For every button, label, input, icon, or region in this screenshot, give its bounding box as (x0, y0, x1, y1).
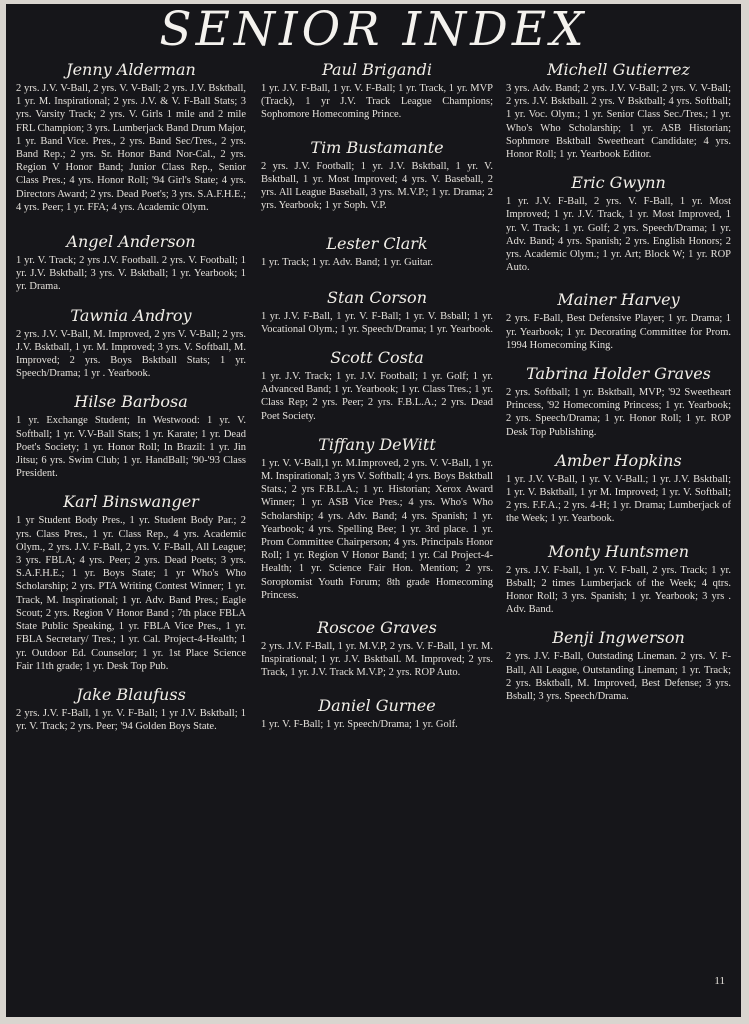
senior-entry (16, 685, 246, 733)
senior-activities: 2 yrs. J.V. F-Ball, Outstading Lineman. 2 yrs. V. F-Ball, All League, Outstanding Lineman; 1 yr. Track; 2 yrs. Bsktball, M. Improved, Best Defense; 3 yrs. Bsball; 3 yrs. Speech/Drama. (506, 651, 731, 703)
senior-entry (261, 60, 493, 122)
column-3 (506, 60, 731, 715)
senior-activities: 2 yrs. J.V. F-ball, 1 yr. V. F-ball, 2 yrs. Track; 1 yr. Bsball; 2 times Lumberjack of the Week; 4 qtrs. Honor Roll; 3 yrs. Spanish; 1 yr. Yearbook; 3 yrs . Adv. Band. (506, 564, 731, 616)
senior-activities: 1 yr. V. V-Ball,1 yr. M.Improved, 2 yrs. V. V-Ball, 1 yr. M. Inspirational; 3 yrs V. Softball; 4 yrs. Boys Bsktball Stats.; 2 yrs F.B.L.A.; 1 yr. Historian; Xerox Award Winner; 1 yr. ASB Vice Pres.; 4 yrs. Who's Who Scholarship; 4 yrs. Adv. Band; 4 yrs. Spanish; 1 yr. Yearbook; 4 yrs. Spelling Bee; 1 yr. 3rd place. 1 yr. Prom Committee Chairperson; 4 yrs. Principals Honor Roll; 1 yr. Region V Honor Band; 1 yr. Cal Project-4-Health; 1 yr. Science Fair Hon. Mention; 2 yrs. Soroptomist Youth Forum; 8th grade Homecoming Princess. (261, 457, 493, 601)
senior-entry (16, 306, 246, 381)
senior-activities: 3 yrs. Adv. Band; 2 yrs. J.V. V-Ball; 2 yrs. V. V-Ball; 2 yrs. J.V. Bsktball. 2 yrs. V Bsktball; 4 yrs. Softball; 1 yr. Voc. Olym.; 1 yr. Senior Class Sec./Tres.; 1 yr. Who's Who Scholarship; 1 yr. ASB Historian; Sophmore Bsktball Sweetheart Candidate; 4 yrs. Honor Roll; 1 yr. Yearbook Editor. (506, 83, 731, 161)
senior-entry (506, 290, 731, 352)
senior-name: Michell Gutierrez (547, 60, 690, 79)
senior-activities: 2 yrs. J.V. V-Ball, 2 yrs. V. V-Ball; 2 yrs. J.V. Bsktball, 1 yr. M. Inspirational; 2 yrs. J.V. & V. F-Ball Stats; 3 yrs. Varsity Track; 2 yrs. V. Girls 1 mile and 2 mile FRL Champion; 3 yrs. Lumberjack Band Drum Major, 1 yr. Band Vice. Pres., 2 yrs. Band Sec/Tres., 2 yrs. Band Rep.; 2 yrs. Sr. Honor Band Nor-Cal., 2 yrs. Region V Honor Band; Junior Class Rep., Senior Class Pres.; 4 yrs. Honor Roll; '94 Girl's State; 4 yrs. Directors Award; 2 yrs. Dead Poet's; 3 yrs. S.A.F.H.E.; 4 yrs. Peer; 1 yr. FFA; 4 yrs. Academic Olym. (16, 83, 246, 213)
senior-name: Amber Hopkins (555, 450, 682, 470)
senior-activities: 1 yr. J.V. Track; 1 yr. J.V. Football; 1 yr. Golf; 1 yr. Advanced Band; 1 yr. Yearbook; 1 yr. Class Tres.; 1 yr. Class Rep; 2 yrs. Peer; 2 yrs. F.B.L.A.; 2 yrs. Dead Poet Society. (261, 371, 493, 422)
senior-name: Tim Bustamante (310, 137, 444, 157)
senior-entry (261, 288, 493, 336)
senior-activities: 2 yrs. J.V. F-Ball, 1 yr. V. F-Ball; 1 yr J.V. Bsktball; 1 yr. V. Track; 2 yrs. Peer; '94 Golden Boys State. (16, 707, 246, 733)
senior-name: Stan Corson (327, 287, 427, 307)
senior-name: Karl Binswanger (63, 492, 199, 512)
senior-entry (506, 542, 731, 617)
senior-activities: 2 yrs. J.V. V-Ball, M. Improved, 2 yrs V. V-Ball; 2 yrs. J.V. Bsktball, 1 yr. M. Improved; 3 yrs. V. Softball, M. Improved; 2 yrs. Boys Bsktball Stats; 1 yr. Speech/Drama; 1 yr . Yearbook. (16, 328, 246, 380)
senior-entry (506, 364, 731, 439)
senior-name: Monty Huntsmen (547, 541, 690, 561)
senior-activities: 1 yr. J.V. F-Ball, 1 yr. V. F-Ball; 1 yr. Track, 1 yr. MVP (Track), 1 yr J.V. Track League Champions; Sophomore Homecoming Prince. (261, 83, 493, 121)
senior-name: Jenny Alderman (66, 60, 196, 79)
senior-name: Paul Brigandi (321, 60, 433, 79)
senior-entry (261, 234, 493, 269)
senior-activities: 2 yrs. Softball; 1 yr. Bsktball, MVP; '92 Sweetheart Princess, '92 Homecoming Princess; 1 yr. Yearbook; 2 yrs. Speech/Drama; 1 yr. Honor Roll; 1 yr. ROP Desk Top Publishing. (506, 387, 731, 438)
senior-entry (261, 138, 493, 213)
senior-activities: 1 yr. V. F-Ball; 1 yr. Speech/Drama; 1 yr. Golf. (261, 718, 458, 730)
senior-entry (16, 60, 246, 214)
senior-entry (261, 618, 493, 680)
senior-name: Daniel Gurnee (318, 695, 436, 715)
senior-entry (506, 60, 731, 161)
senior-name: Tiffany DeWitt (318, 434, 436, 454)
senior-entry (261, 348, 493, 423)
senior-activities: 2 yrs. F-Ball, Best Defensive Player; 1 yr. Drama; 1 yr. Yearbook; 1 yr. Decorating Committee for Prom. 1994 Homecoming King. (506, 313, 731, 351)
senior-activities: 1 yr. V. Track; 2 yrs J.V. Football. 2 yrs. V. Football; 1 yr. J.V. Bsktball; 3 yrs. V. Bsktball; 1 yr. Yearbook; 1 yr. Drama. (16, 255, 246, 293)
senior-entry (506, 173, 731, 274)
senior-name: Benji Ingwerson (552, 628, 685, 648)
senior-name: Hilse Barbosa (74, 392, 188, 412)
senior-name: Lester Clark (326, 234, 428, 254)
page-title: SENIOR INDEX (159, 4, 588, 57)
senior-entry (506, 451, 731, 526)
senior-entry (16, 392, 246, 480)
senior-name: Mainer Harvey (557, 290, 680, 310)
senior-entry (16, 492, 246, 672)
senior-name: Jake Blaufuss (76, 684, 186, 704)
senior-name: Angel Anderson (66, 232, 196, 252)
senior-entry (261, 696, 493, 731)
senior-activities: 1 yr. J.V. F-Ball, 1 yr. V. F-Ball; 1 yr. V. Bsball; 1 yr. Vocational Olym.; 1 yr. Speech/Drama; 1 yr. Yearbook. (261, 310, 493, 335)
senior-name: Scott Costa (330, 348, 424, 368)
column-2 (261, 60, 493, 743)
senior-activities: 1 yr Student Body Pres., 1 yr. Student Body Par.; 2 yrs. Class Pres., 1 yr. Class Rep., 4 yrs. Academic Olym., 2 yrs. J.V. F-Ball, 2 yrs. V. F-Ball, All League; 3 yrs. FBLA; 4 yrs. Peer; 2 yrs. Dead Poets; 3 yrs. S.A.F.H.E.; 1 yr. Boys State; 1 yr Who's Who Scholarship; 2 yrs. PTA Writing Contest Winner; 1 yr. Track, M. Inspirational; 1 yr. Adv. Band Pres.; Eagle Scout; 2 yrs. Region V Honor Band ; 7th place FBLA State Public Speaking, 1 yr. FBLA Vice Pres., 1 yr. FBLA Secretary/ Tres.; 1 yr. Cal. Project-4-Health; 1 yr. Outdoor Ed. Counselor; 1 yr. 1st Place Science Fair 11th grade; 1 yr. Desk Top Pub. (16, 515, 246, 672)
senior-name: Tawnia Androy (70, 305, 192, 325)
senior-activities: 1 yr. Exchange Student; In Westwood: 1 yr. V. Softball; 1 yr. V.V-Ball Stats; 1 yr. Karate; 1 yr. Dead Poet's Society; 1 yr. Honor Roll; In Brazil: 1 yr. Jin Jitsu; 6 yrs. Swim Club; 1 yr. HandBall; '90-'93 Class President. (16, 415, 246, 480)
page-number: 11 (714, 975, 725, 987)
senior-entry (506, 628, 731, 703)
senior-activities: 1 yr. J.V. F-Ball, 2 yrs. V. F-Ball, 1 yr. Most Improved; 1 yr. J.V. Track, 1 yr. Most Improved, 1 yr. V. Track; 1 yr. Golf; 2 yrs. Speech/Drama; 1 yr. Adv. Band; 4 yrs. Spanish; 2 yrs. English Honors; 2 yrs. Academic Olym.; 1 yr. Art; Block W; 1 yr. ROP Auto. (506, 196, 731, 274)
senior-activities: 1 yr. J.V. V-Ball, 1 yr. V. V-Ball.; 1 yr. J.V. Bsktball; 1 yr. V. Bsktball, 1 yr M. Improved; 1 yr. V. Softball; 2 yrs. F.F.A.; 2 yrs. 4-H; 1 yr. Drama; Lumberjack of the Week; 1 yr. Yearbook. (506, 473, 731, 525)
senior-activities: 2 yrs. J.V. Football; 1 yr. J.V. Bsktball, 1 yr. V. Bsktball, 1 yr. Most Improved; 4 yrs. V. Baseball, 2 yrs. All League Baseball, 3 yrs. M.V.P.; 1 yr. Drama; 2 yrs. Yearbook; 1 yr Soph. V.P. (261, 160, 493, 212)
senior-name: Eric Gwynn (571, 173, 666, 193)
senior-name: Roscoe Graves (317, 618, 437, 638)
yearbook-page (6, 4, 741, 1017)
senior-activities: 2 yrs. J.V. F-Ball, 1 yr. M.V.P, 2 yrs. V. F-Ball, 1 yr. M. Inspirational; 1 yr. J.V. Bsktball. M. Improved; 2 yrs. Track, 1 yr. J.V. Track M.V.P; 2 yrs. ROP Auto. (261, 641, 493, 679)
senior-activities: 1 yr. Track; 1 yr. Adv. Band; 1 yr. Guitar. (261, 257, 433, 269)
senior-name: Tabrina Holder Graves (526, 364, 711, 384)
senior-entry (16, 232, 246, 294)
column-1 (16, 60, 246, 745)
senior-entry (261, 435, 493, 602)
